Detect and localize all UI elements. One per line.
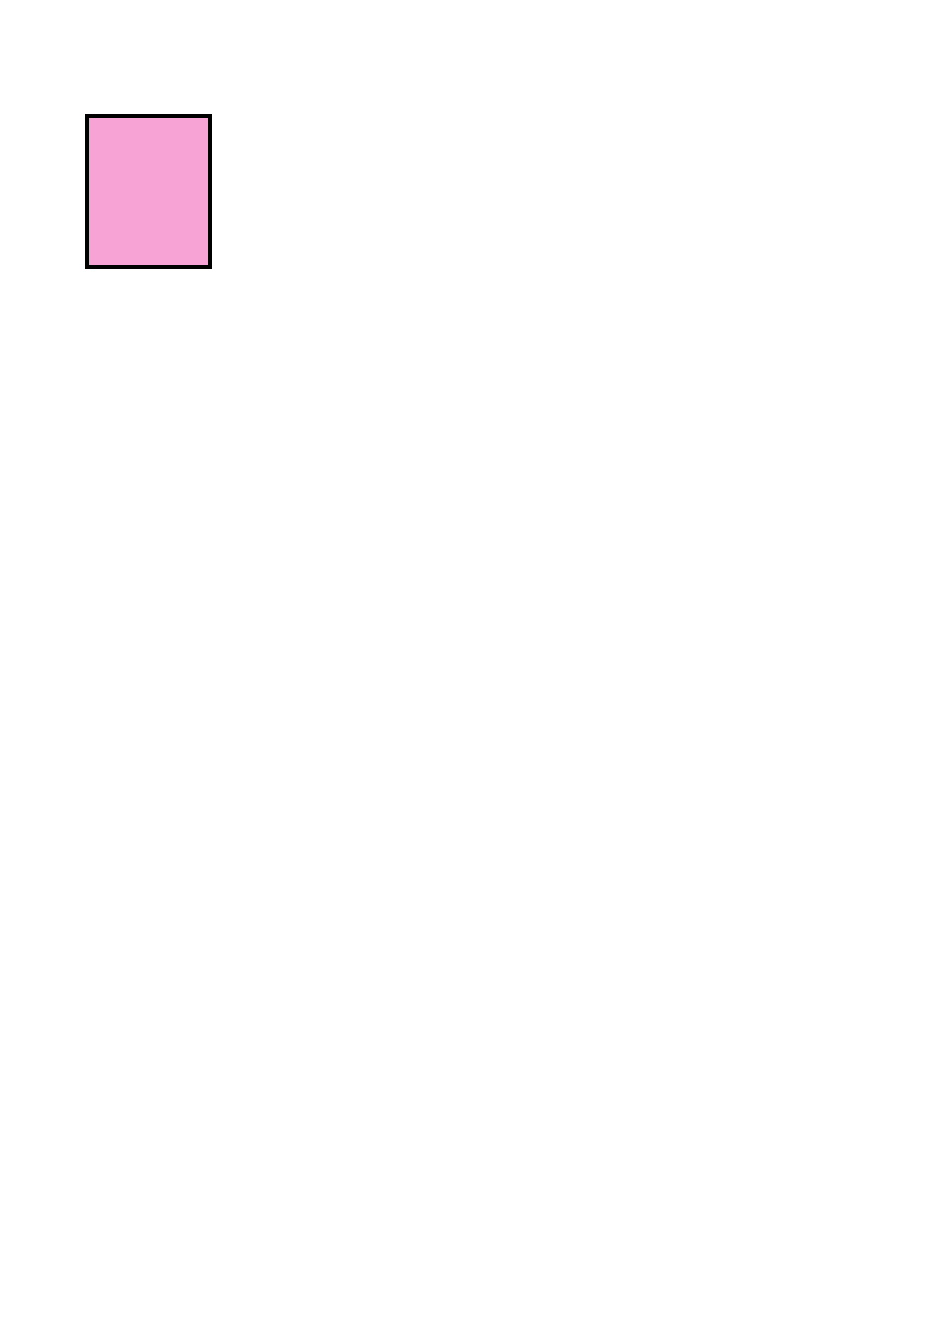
profession-title <box>85 114 212 269</box>
